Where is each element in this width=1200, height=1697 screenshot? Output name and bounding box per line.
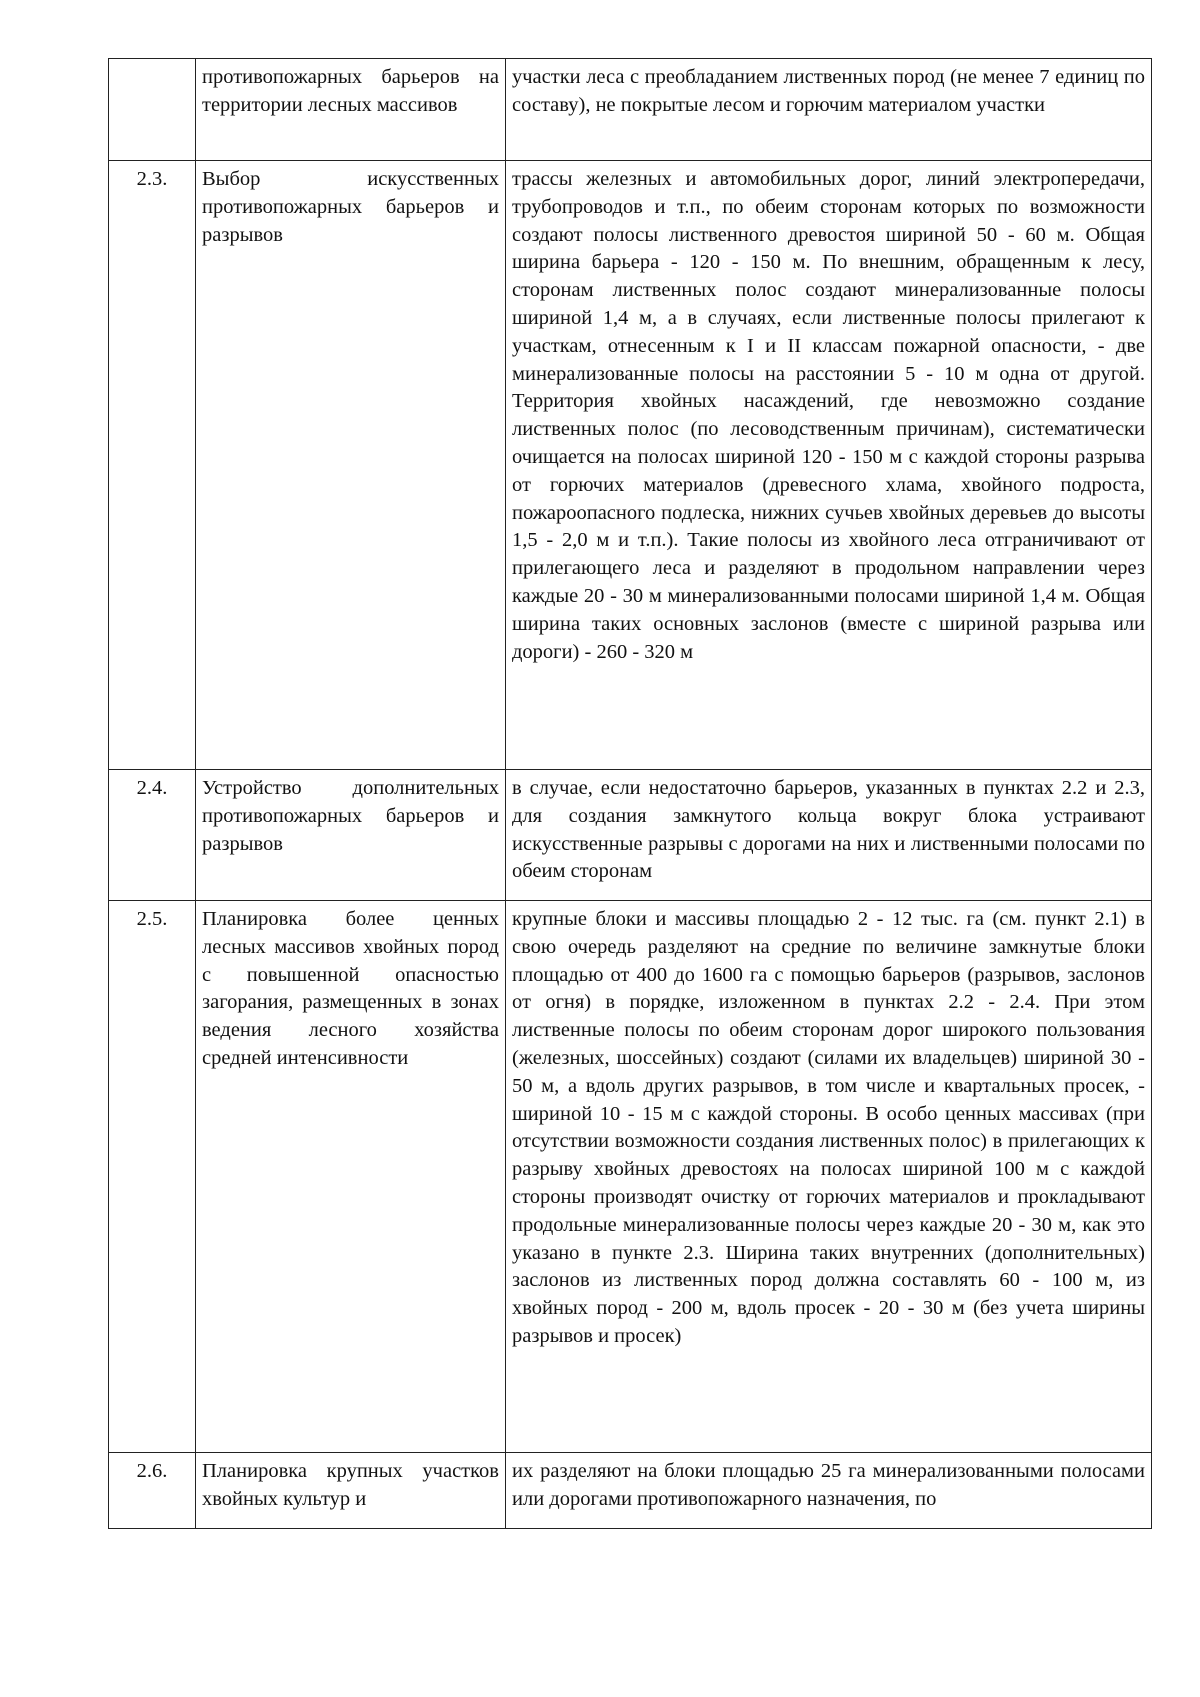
measure-name-cell <box>196 901 506 1453</box>
measure-description: в случае, если недостаточно барьеров, указанных в пунктах 2.2 и 2.3, для создания замкнутого кольца вокруг блока устраивают искусственные разрывы с дорогами на них и лиственными полосами по обеим сторонам <box>512 777 1145 883</box>
measure-description: их разделяют на блоки площадью 25 га минерализованными полосами или дорогами противопожарного назначения, по <box>512 1460 1145 1510</box>
row-number-cell <box>109 1453 196 1529</box>
measure-description-cell <box>506 901 1152 1453</box>
measure-name: противопожарных барьеров на территории лесных массивов <box>202 66 499 116</box>
table-row <box>109 59 1152 161</box>
measure-description: крупные блоки и массивы площадью 2 - 12 тыс. га (см. пункт 2.1) в свою очередь разделяют на средние по величине замкнутые блоки площадью от 400 до 1600 га с помощью барьеров (разрывов, заслонов от огня) в порядке, изложенном в пунктах 2.2 - 2.4. При этом лиственные полосы по обеим сторонам дорог широкого пользования (железных, шоссейных) создают (силами их владельцев) шириной 30 - 50 м, а вдоль других разрывов, в том числе и квартальных просек, - шириной 10 - 15 м с каждой стороны. В особо ценных массивах (при отсутствии возможности создания лиственных полос) в прилегающих к разрыву хвойных древостоях на полосах шириной 100 м с каждой стороны производят очистку от горючих материалов и прокладывают продольные минерализованные полосы через каждые 20 - 30 м, как это указано в пункте 2.3. Ширина таких внутренних (дополнительных) заслонов из лиственных пород должна составлять 60 - 100 м, из хвойных пород - 200 м, вдоль просек - 20 - 30 м (без учета ширины разрывов и просек) <box>512 908 1145 1347</box>
row-number-cell <box>109 770 196 901</box>
measure-name-cell <box>196 161 506 770</box>
table-row <box>109 161 1152 770</box>
measure-description-cell <box>506 59 1152 161</box>
measure-description-cell <box>506 1453 1152 1529</box>
measure-description-cell <box>506 770 1152 901</box>
row-number: 2.4. <box>136 777 168 799</box>
row-number-cell <box>109 59 196 161</box>
measure-description-cell <box>506 161 1152 770</box>
measure-name-cell <box>196 770 506 901</box>
measure-description: трассы железных и автомобильных дорог, линий электропередачи, трубопроводов и т.п., по обеим сторонам которых по возможности создают полосы лиственного древостоя шириной 50 - 60 м. Общая ширина барьера - 120 - 150 м. По внешним, обращенным к лесу, сторонам лиственных полос создают минерализованные полосы шириной 1,4 м, а в случаях, если лиственные полосы прилегают к участкам, отнесенным к I и II классам пожарной опасности, - две минерализованные полосы на расстоянии 5 - 10 м одна от другой. Территория хвойных насаждений, где невозможно создание лиственных полос (по лесоводственным причинам), систематически очищается на полосах шириной 120 - 150 м с каждой стороны разрыва от горючих материалов (древесного хлама, хвойного подроста, пожароопасного подлеска, нижних сучьев хвойных деревьев до высоты 1,5 - 2,0 м и т.п.). Такие полосы из хвойного леса отграничивают от прилегающего леса и разделяют в продольном направлении через каждые 20 - 30 м минерализованными полосами шириной 1,4 м. Общая ширина таких основных заслонов (вместе с шириной разрыва или дороги) - 260 - 320 м <box>512 168 1145 663</box>
measure-name: Выбор искусственных противопожарных барьеров и разрывов <box>202 168 499 246</box>
row-number: 2.5. <box>136 908 168 930</box>
table-row <box>109 770 1152 901</box>
row-number-cell <box>109 161 196 770</box>
measure-name: Планировка крупных участков хвойных культур и <box>202 1460 499 1510</box>
row-number: 2.6. <box>136 1460 168 1482</box>
measure-name: Планировка более ценных лесных массивов хвойных пород с повышенной опасностью загорания, размещенных в зонах ведения лесного хозяйства средней интенсивности <box>202 908 499 1069</box>
measure-name-cell <box>196 59 506 161</box>
table-row <box>109 1453 1152 1529</box>
document-page <box>108 58 1151 1529</box>
fire-barriers-table <box>108 58 1152 1529</box>
table-row <box>109 901 1152 1453</box>
row-number: 2.3. <box>136 168 168 190</box>
row-number-cell <box>109 901 196 1453</box>
measure-name: Устройство дополнительных противопожарных барьеров и разрывов <box>202 777 499 855</box>
measure-name-cell <box>196 1453 506 1529</box>
measure-description: участки леса с преобладанием лиственных пород (не менее 7 единиц по составу), не покрытые лесом и горючим материалом участки <box>512 66 1145 116</box>
